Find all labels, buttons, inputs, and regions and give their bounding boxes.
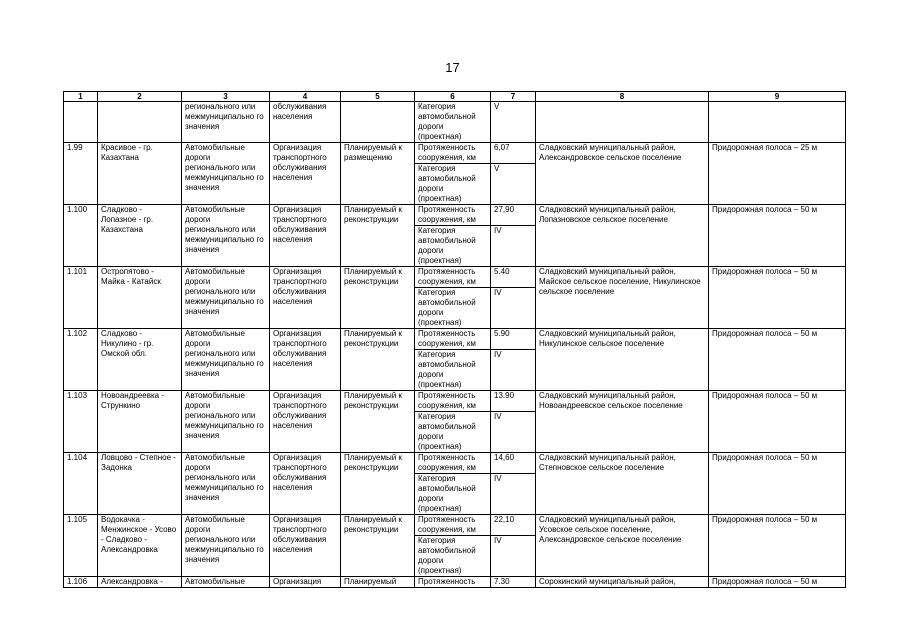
continuation-row <box>64 102 846 143</box>
cell-road-name: Александровка - <box>98 577 182 588</box>
cell-value: IV <box>491 536 536 577</box>
cell-zone: Придорожная полоса – 50 м <box>709 577 846 588</box>
column-header: 8 <box>536 92 709 102</box>
cell-object-type: Автомобильные дороги регионального или межмуниципально го значения <box>182 143 270 205</box>
table-row <box>64 453 846 474</box>
cell-value: V <box>491 164 536 205</box>
cell-object-type: Автомобильные дороги регионального или межмуниципально го значения <box>182 453 270 515</box>
column-header: 9 <box>709 92 846 102</box>
table-row-partial <box>64 577 846 588</box>
cell-road-name: Водокачка - Менжинское - Усово - Сладково - Александровка <box>98 515 182 577</box>
page-number: 17 <box>445 60 460 75</box>
cell-zone: Придорожная полоса – 50 м <box>709 205 846 267</box>
cell-status: Планируемый к реконструкции <box>341 205 415 267</box>
cell-value: 22,10 <box>491 515 536 536</box>
cell-parameter: Протяженность сооружения, км <box>415 453 491 474</box>
cell-number: 1.106 <box>64 577 98 588</box>
cell-parameter: Протяженность <box>415 577 491 588</box>
cell-value: 27,90 <box>491 205 536 226</box>
cell-value: IV <box>491 474 536 515</box>
cell-parameter: Протяженность сооружения, км <box>415 143 491 164</box>
cell-number: 1.101 <box>64 267 98 329</box>
cell-purpose: Организация транспортного обслуживания населения <box>270 329 341 391</box>
table-row <box>64 391 846 412</box>
cell-empty <box>64 102 98 143</box>
cell-purpose: Организация транспортного обслуживания населения <box>270 267 341 329</box>
cell-road-name: Остропятово - Майка - Катайск <box>98 267 182 329</box>
table-row <box>64 515 846 536</box>
cell-value: V <box>491 102 536 143</box>
column-number-row <box>64 92 846 102</box>
cell-empty <box>98 102 182 143</box>
cell-zone: Придорожная полоса – 50 м <box>709 329 846 391</box>
cell-purpose: Организация транспортного обслуживания населения <box>270 391 341 453</box>
column-header: 6 <box>415 92 491 102</box>
cell-status: Планируемый к реконструкции <box>341 453 415 515</box>
cell-location: Сладковский муниципальный район, Майское сельское поселение, Никулинское сельское поселение <box>536 267 709 329</box>
road-objects-table <box>63 91 846 588</box>
column-header: 4 <box>270 92 341 102</box>
cell-location: Сладковский муниципальный район, Новоандреевское сельское поселение <box>536 391 709 453</box>
cell-parameter: Категория автомобильной дороги (проектная) <box>415 350 491 391</box>
cell-object-type: Автомобильные дороги регионального или межмуниципально го значения <box>182 391 270 453</box>
cell-status: Планируемый к реконструкции <box>341 391 415 453</box>
cell-empty <box>709 102 846 143</box>
cell-empty <box>536 102 709 143</box>
cell-number: 1.105 <box>64 515 98 577</box>
cell-object-type: Автомобильные <box>182 577 270 588</box>
cell-parameter: Протяженность сооружения, км <box>415 515 491 536</box>
table-row <box>64 267 846 288</box>
cell-parameter: Протяженность сооружения, км <box>415 391 491 412</box>
cell-road-name: Сладково - Никулино - гр. Омской обл. <box>98 329 182 391</box>
cell-number: 1.100 <box>64 205 98 267</box>
cell-parameter: Категория автомобильной дороги (проектная) <box>415 102 491 143</box>
cell-purpose: Организация транспортного обслуживания населения <box>270 453 341 515</box>
column-header: 1 <box>64 92 98 102</box>
cell-parameter: Категория автомобильной дороги (проектная) <box>415 536 491 577</box>
cell-number: 1.104 <box>64 453 98 515</box>
cell-location: Сладковский муниципальный район, Степновское сельское поселение <box>536 453 709 515</box>
cell-purpose: Организация транспортного обслуживания населения <box>270 515 341 577</box>
cell-location: Сладковский муниципальный район, Александровское сельское поселение <box>536 143 709 205</box>
cell-number: 1.99 <box>64 143 98 205</box>
cell-status: Планируемый к реконструкции <box>341 329 415 391</box>
cell-parameter: Протяженность сооружения, км <box>415 329 491 350</box>
cell-purpose: Организация транспортного обслуживания населения <box>270 205 341 267</box>
cell-road-name: Новоандреевка - Стрункино <box>98 391 182 453</box>
cell-value: 14,60 <box>491 453 536 474</box>
cell-purpose: Организация транспортного обслуживания населения <box>270 143 341 205</box>
cell-purpose: обслуживания населения <box>270 102 341 143</box>
cell-road-name: Ловцово - Степное - Задонка <box>98 453 182 515</box>
table-row <box>64 329 846 350</box>
cell-status: Планируемый к реконструкции <box>341 515 415 577</box>
cell-road-name: Красивое - гр. Казахтана <box>98 143 182 205</box>
cell-value: IV <box>491 288 536 329</box>
cell-zone: Придорожная полоса – 25 м <box>709 143 846 205</box>
cell-status: Планируемый к размещению <box>341 143 415 205</box>
cell-status: Планируемый к реконструкции <box>341 267 415 329</box>
cell-zone: Придорожная полоса – 50 м <box>709 453 846 515</box>
cell-number: 1.103 <box>64 391 98 453</box>
table-row <box>64 143 846 164</box>
cell-value: IV <box>491 350 536 391</box>
cell-value: 6,07 <box>491 143 536 164</box>
cell-number: 1.102 <box>64 329 98 391</box>
cell-value: 5.40 <box>491 267 536 288</box>
cell-parameter: Протяженность сооружения, км <box>415 205 491 226</box>
cell-location: Сорокинский муниципальный район, <box>536 577 709 588</box>
cell-parameter: Категория автомобильной дороги (проектная) <box>415 474 491 515</box>
cell-parameter: Категория автомобильной дороги (проектная) <box>415 226 491 267</box>
cell-object-type: Автомобильные дороги регионального или межмуниципально го значения <box>182 205 270 267</box>
cell-empty <box>341 102 415 143</box>
column-header: 7 <box>491 92 536 102</box>
cell-zone: Придорожная полоса – 50 м <box>709 267 846 329</box>
cell-parameter: Категория автомобильной дороги (проектная) <box>415 412 491 453</box>
cell-location: Сладковский муниципальный район, Лопазновское сельское поселение <box>536 205 709 267</box>
cell-parameter: Протяженность сооружения, км <box>415 267 491 288</box>
cell-status: Планируемый <box>341 577 415 588</box>
cell-value: IV <box>491 412 536 453</box>
cell-object-type: регионального или межмуниципально го значения <box>182 102 270 143</box>
cell-zone: Придорожная полоса – 50 м <box>709 391 846 453</box>
cell-parameter: Категория автомобильной дороги (проектная) <box>415 164 491 205</box>
cell-value: 13.90 <box>491 391 536 412</box>
cell-location: Сладковский муниципальный район, Никулинское сельское поселение <box>536 329 709 391</box>
column-header: 3 <box>182 92 270 102</box>
cell-road-name: Сладково - Лопазное - гр. Казахстана <box>98 205 182 267</box>
cell-value: IV <box>491 226 536 267</box>
cell-value: 5.90 <box>491 329 536 350</box>
cell-value: 7.30 <box>491 577 536 588</box>
cell-parameter: Категория автомобильной дороги (проектная) <box>415 288 491 329</box>
cell-zone: Придорожная полоса – 50 м <box>709 515 846 577</box>
cell-location: Сладковский муниципальный район, Усовское сельское поселение, Александровское сельское поселение <box>536 515 709 577</box>
cell-object-type: Автомобильные дороги регионального или межмуниципально го значения <box>182 515 270 577</box>
cell-purpose: Организация <box>270 577 341 588</box>
column-header: 2 <box>98 92 182 102</box>
table-row <box>64 205 846 226</box>
cell-object-type: Автомобильные дороги регионального или межмуниципально го значения <box>182 329 270 391</box>
cell-object-type: Автомобильные дороги регионального или межмуниципально го значения <box>182 267 270 329</box>
column-header: 5 <box>341 92 415 102</box>
